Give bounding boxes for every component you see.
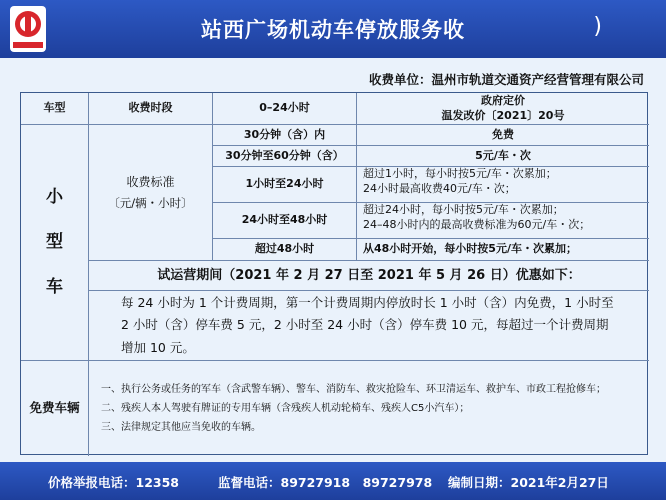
table-row-price: 超过1小时，每小时按5元/车・次累加； 24小时最高收费40元/车・次； [357, 167, 649, 203]
fee-standard-label: 收费标准 〔元/辆・小时〕 [89, 125, 213, 261]
table-row-period: 24小时至48小时 [213, 203, 357, 239]
footer-bar [0, 462, 666, 500]
list-item: 二、残疾人本人驾驶有牌证的专用车辆（含残疾人机动轮椅车、残疾人C5小汽车）； [101, 403, 470, 414]
table-row-price: 5元/车・次 [357, 146, 649, 167]
compile-date: 编制日期：2021年2月27日 [448, 475, 609, 490]
title-bracket: ) [593, 14, 602, 39]
trial-period-body: 每 24 小时为 1 个计费周期，第一个计费周期内停放时长 1 小时（含）内免费，1 小时至 2 小时（含）停车费 5 元，2 小时至 24 小时（含）停车费 10 元，每超过一个计费周期增加 10 元。 [89, 291, 649, 361]
list-item: 三、法律规定其他应当免收的车辆。 [101, 422, 261, 433]
trial-period-title: 试运营期间（2021 年 2 月 27 日至 2021 年 5 月 26 日）优惠如下： [89, 261, 649, 291]
table-row-price: 从48小时开始，每小时按5元/车・次累加； [357, 239, 649, 261]
policy-doc-number: 温发改价〔2021〕20号 [441, 108, 565, 122]
page-title: 站西广场机动车停放服务收 [201, 18, 465, 42]
header-policy [357, 93, 649, 125]
table-row-period: 30分钟（含）内 [213, 125, 357, 146]
fee-table [20, 92, 648, 455]
exempt-vehicles-list [89, 361, 649, 456]
charging-unit: 收费单位：温州市轨道交通资产经营管理有限公司 [368, 72, 644, 87]
header-vehicle-type: 车型 [21, 93, 89, 125]
vehicle-small-car: 小 型 车 [21, 125, 89, 361]
list-item: 一、执行公务或任务的军车（含武警车辆）、警车、消防车、救灾抢险车、环卫清运车、救护车、市政工程抢修车； [101, 384, 606, 395]
header-hours: 0–24小时 [213, 93, 357, 125]
railway-logo-icon [10, 6, 46, 52]
exempt-vehicles-label: 免费车辆 [21, 361, 89, 456]
policy-title: 政府定价 [481, 93, 525, 107]
table-row-period: 1小时至24小时 [213, 167, 357, 203]
header-period: 收费时段 [89, 93, 213, 125]
table-row-period: 30分钟至60分钟（含） [213, 146, 357, 167]
table-row-price: 超过24小时，每小时按5元/车・次累加； 24–48小时内的最高收费标准为60元/车・次； [357, 203, 649, 239]
table-row-period: 超过48小时 [213, 239, 357, 261]
price-report-phone: 价格举报电话：12358 [48, 475, 179, 490]
table-row-price: 免费 [357, 125, 649, 146]
header-bar [0, 0, 666, 58]
supervision-phone: 监督电话：89727918 89727978 [218, 475, 433, 490]
